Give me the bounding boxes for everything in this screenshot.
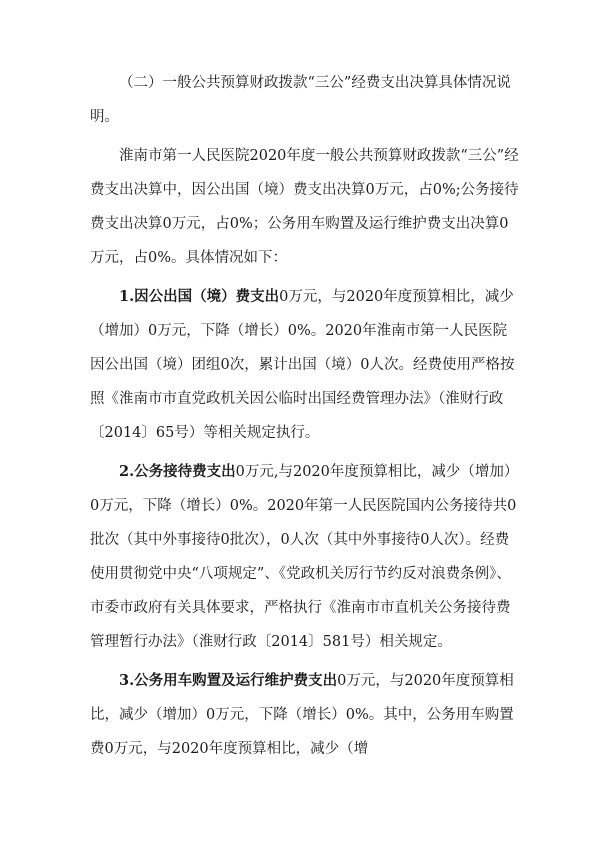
section-heading: （二）一般公共预算财政拨款“三公”经费支出决算具体情况说明。 (90, 75, 511, 125)
section-1-title: 1.因公出国（境）费支出 (119, 288, 280, 305)
section-2-body: 0万元,与2020年度预算相比，减少（增加）0万元，下降（增长）0%。2020年第一人民医院国内公务接待共0批次（其中外事接待0批次），0人次（其中外事接待0人次）。经费使用贯彻党中央“八项规定”、《党政机关厉行节约反对浪费条例》、市委市政府有关具体要求，严格执行《淮南市市直机关公务接待费管理暂行办法》（淮财行政〔2014〕581号）相关规定。 (90, 464, 519, 650)
section-2-title: 2.公务接待费支出 (119, 463, 236, 480)
section-3-title: 3.公务用车购置及运行维护费支出 (119, 672, 338, 689)
section-1-paragraph (90, 280, 520, 450)
section-1-body: 0万元，与2020年度预算相比，减少（增加）0万元，下降（增长）0%。2020年淮南市第一人民医院因公出国（境）团组0次，累计出国（境）0人次。经费使用严格按照《淮南市市直党政机关因公临时出国经费管理办法》（淮财行政〔2014〕65号）等相关规定执行。 (90, 289, 515, 441)
section-3-body: 0万元，与2020年度预算相比，减少（增加）0万元，下降（增长）0%。其中，公务用车购置费0万元，与2020年度预算相比，减少（增 (90, 673, 514, 757)
document-body (90, 66, 520, 771)
section-3-paragraph (90, 664, 520, 766)
intro-paragraph: 淮南市第一人民医院2020年度一般公共预算财政拨款“三公”经费支出决算中，因公出国（境）费支出决算0万元，占0%;公务接待费支出决算0万元，占0%；公务用车购置及运行维护费支出决算0万元，占0%。具体情况如下： (90, 148, 519, 266)
section-2-paragraph (90, 455, 520, 659)
